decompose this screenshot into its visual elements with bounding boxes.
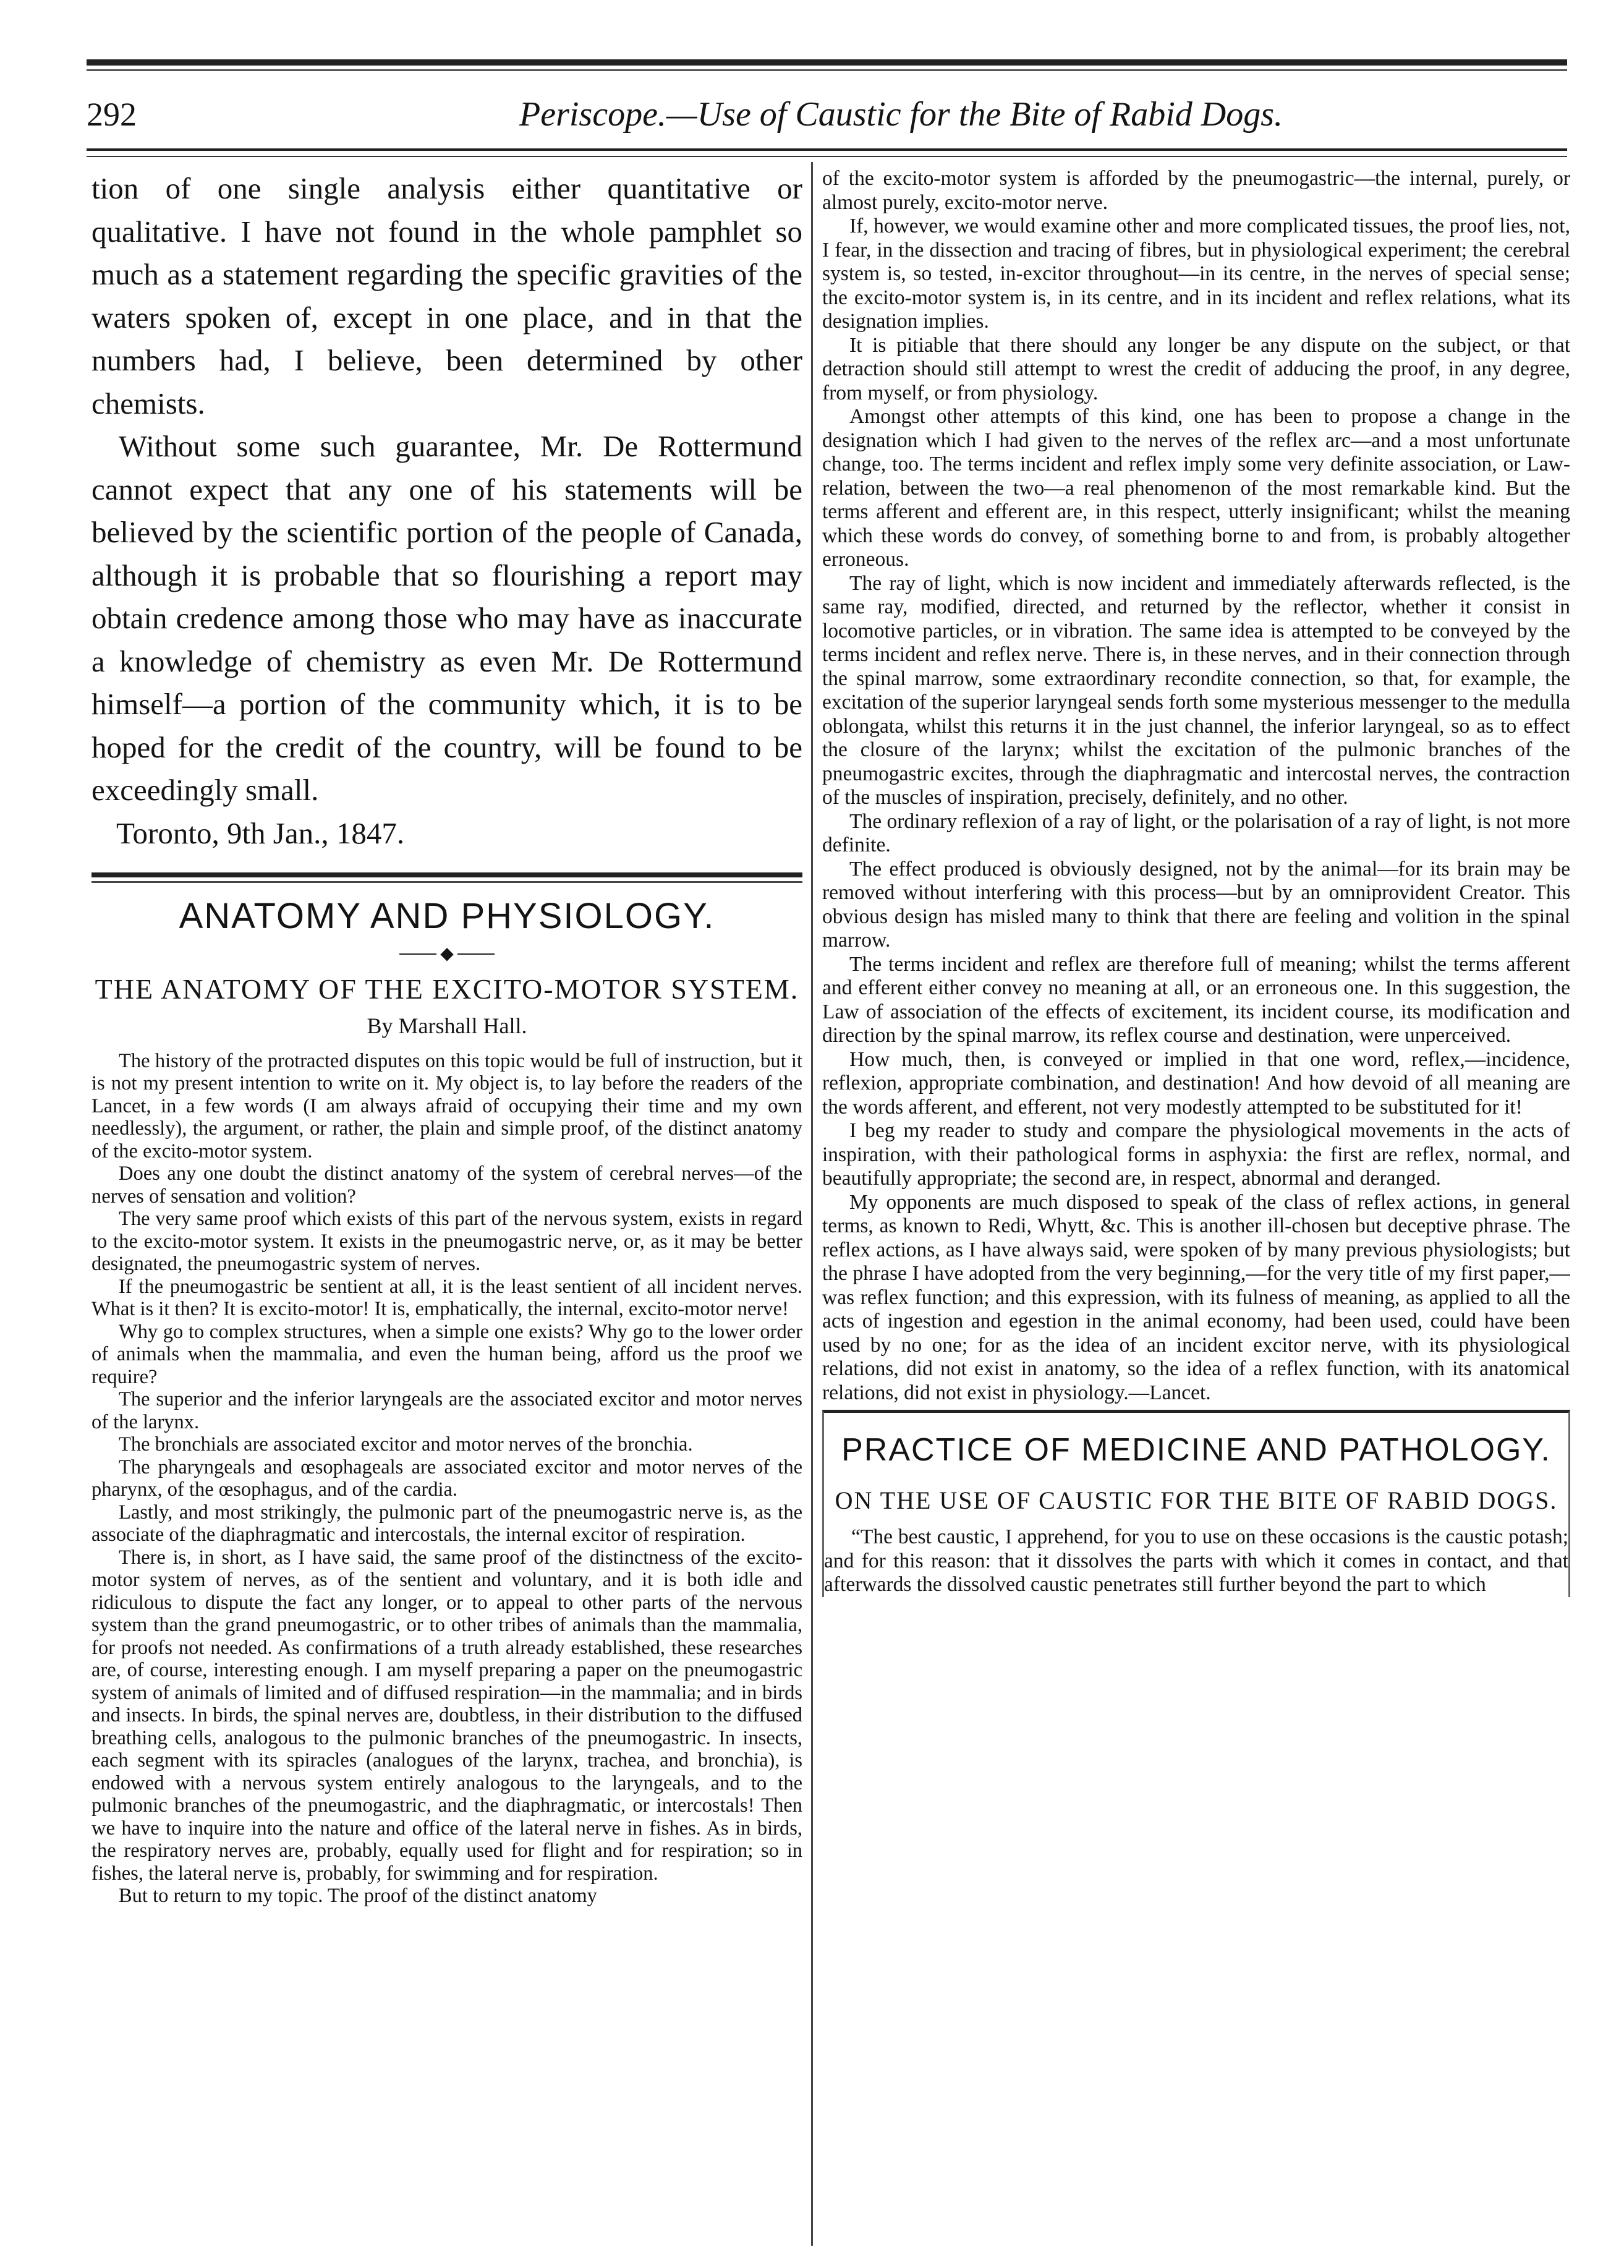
section-rule: [91, 872, 802, 877]
article-paragraph: The pharyngeals and œsophageals are associated excitor and motor nerves of the pharynx, of the œsophagus, and of the cardia.: [91, 1456, 802, 1501]
intro-paragraph: tion of one single analysis either quantitative or qualitative. I have not found in the whole pamphlet so much as a statement regarding the specific gravities of the waters spoken of, except in one place, and in that the numbers had, I believe, been determined by other chemists.: [91, 171, 802, 420]
article-paragraph: The ray of light, which is now incident and immediately afterwards reflected, is the same ray, modified, directed, and returned by the reflector, whether it consist in locomotive particles, or in vibration. The same idea is attempted to be conveyed by the terms incident and reflex nerve. There is, in these nerves, and in their connection through the spinal marrow, some extraordinary recondite connection, so that, for example, the excitation of the superior laryngeal sends forth some mysterious messenger to the medulla oblongata, whilst this returns it in the just channel, the inferior laryngeal, so as to effect the closure of the larynx; whilst the excitation of the pulmonic branches of the pneumogastric excites, through the diaphragmatic and intercostal nerves, the contraction of the muscles of inspiration, precisely, definitely, and no other.: [822, 571, 1570, 809]
header-rule-thin: [87, 156, 1567, 157]
byline: By Marshall Hall.: [367, 1013, 527, 1038]
running-head: Periscope.—Use of Caustic for the Bite of Rabid Dogs.: [519, 95, 1283, 134]
ornament-divider: [91, 945, 802, 963]
article-title: ON THE USE OF CAUSTIC FOR THE BITE OF RABID DOGS.: [835, 1486, 1558, 1514]
article-paragraph: The effect produced is obviously designed, not by the animal—for its brain may be removed without interfering with this process—but by an omniprovident Creator. This obvious design has misled many to think that there are feeling and volition in the spinal marrow.: [822, 857, 1570, 952]
article-paragraph: Lastly, and most strikingly, the pulmonic part of the pneumogastric nerve is, as the associate of the diaphragmatic and intercostals, the internal excitor of respiration.: [91, 1501, 802, 1546]
article-paragraph: It is pitiable that there should any longer be any dispute on the subject, or that detraction should still attempt to wrest the credit of adducing the proof, in any degree, from myself, or from physiology.: [822, 333, 1570, 404]
article-paragraph: The ordinary reflexion of a ray of light, or the polarisation of a ray of light, is not more definite.: [822, 809, 1570, 856]
article-paragraph: My opponents are much disposed to speak of the class of reflex actions, in general terms, as known to Redi, Whytt, &c. This is another ill-chosen but deceptive phrase. The reflex actions, as I have always said, were spoken of by many previous physiologists; but the phrase I have adopted from the very beginning,—for the very title of my first paper,—was reflex function; and this expression, with its fulness of meaning, as applied to all the acts of ingestion and egestion in the animal economy, had been used, could have been used by no one; for as the idea of an incident excitor nerve, with its physiological relations, did not exist in anatomy, so the idea of a reflex function, with its anatomical relations, did not exist in physiology.—Lancet.: [822, 1190, 1570, 1404]
article-paragraph: of the excito-motor system is afforded by the pneumogastric—the internal, purely, or almost purely, excito-motor nerve.: [822, 167, 1570, 214]
article-paragraph: There is, in short, as I have said, the same proof of the distinctness of the excito-motor system of nerves, as of the sentient and voluntary, and it is both idle and ridiculous to dispute the fact any longer, or to appeal to other parts of the nervous system than the grand pneumogastric, or to other tribes of animals than the mammalia, for proofs not needed. As confirmations of a truth already established, these researches are, of course, interesting enough. I am myself preparing a paper on the pneumogastric system of animals of limited and of diffused respiration—in the mammalia; and in birds and insects. In birds, the spinal nerves are, doubtless, in their distribution to the diffused breathing cells, analogous to the pulmonic branches of the pneumogastric. In insects, each segment with its spiracles (analogues of the larynx, trachea, and bronchia), is endowed with a nervous system entirely analogous to the laryngeals, and to the pulmonic branches of the pneumogastric, and the diaphragmatic, or intercostals! Then we have to inquire into the nature and office of the lateral nerve in fishes. As in birds, the respiratory nerves are, probably, equally used for flight and for respiration; so in fishes, the lateral nerve is, probably, for swimming and for respiration.: [91, 1546, 802, 1885]
article-title: THE ANATOMY OF THE EXCITO-MOTOR SYSTEM.: [95, 973, 799, 1005]
left-column: [91, 167, 802, 2251]
article-paragraph: The very same proof which exists of this part of the nervous system, exists in regard to the excito-motor system. It exists in the pneumogastric nerve, or, as it may be better designated, the pneumogastric system of nerves.: [91, 1208, 802, 1275]
article-paragraph: The terms incident and reflex are therefore full of meaning; whilst the terms afferent and efferent either convey no meaning at all, or an erroneous one. In this suggestion, the Law of association of the effects of excitement, its incident course, its modification and direction by the spinal marrow, its reflex course and destination, were unperceived.: [822, 952, 1570, 1047]
ornament-bar: [399, 953, 436, 955]
column-divider: [811, 162, 813, 2246]
article-paragraph: The history of the protracted disputes on this topic would be full of instruction, but it is not my present intention to write on it. My object is, to lay before the readers of the Lancet, in a few words (I am always afraid of occupying their time and my own needlessly), the argument, or rather, the plain and simple proof, of the distinct anatomy of the excito-motor system.: [91, 1049, 802, 1162]
page-header: [87, 87, 1567, 142]
article-paragraph: If, however, we would examine other and more complicated tissues, the proof lies, not, I fear, in the dissection and tracing of fibres, but in physiological experiment; the cerebral system is, so tested, in-excitor throughout—in its centre, in the nerves of special sense; the excito-motor system is, in its centre, and in its incident and reflex relations, what its designation implies.: [822, 215, 1570, 333]
page-number: 292: [87, 96, 137, 133]
top-rule: [87, 59, 1567, 66]
section-rule-thin: [91, 881, 802, 883]
intro-paragraph: Without some such guarantee, Mr. De Rottermund cannot expect that any one of his statements will be believed by the scientific portion of the people of Canada, although it is probable that so flourishing a report may obtain credence among those who may have as inaccurate a knowledge of chemistry as even Mr. De Rottermund himself—a portion of the community which, it is to be hoped for the credit of the country, will be found to be exceedingly small.: [91, 429, 802, 807]
article-paragraph: “The best caustic, I apprehend, for you to use on these occasions is the caustic potash; and for this reason: that it dissolves the parts with which it comes in contact, and that afterwards the dissolved caustic penetrates still further beyond the part to which: [824, 1525, 1568, 1596]
ornament-bar: [457, 953, 495, 955]
article-paragraph: The bronchials are associated excitor and motor nerves of the bronchia.: [119, 1433, 693, 1456]
article-paragraph: If the pneumogastric be sentient at all, it is the least sentient of all incident nerves. What is it then? It is excito-motor! It is, emphatically, the internal, excito-motor nerve!: [91, 1275, 802, 1320]
article-paragraph: The superior and the inferior laryngeals are the associated excitor and motor nerves of the larynx.: [91, 1388, 802, 1433]
practice-section: [822, 1410, 1570, 1597]
section-heading: ANATOMY AND PHYSIOLOGY.: [179, 895, 715, 936]
signoff: Toronto, 9th Jan., 1847.: [116, 816, 405, 850]
top-rule-thin: [87, 69, 1567, 71]
article-paragraph: Does any one doubt the distinct anatomy of the system of cerebral nerves—of the nerves of sensation and volition?: [91, 1162, 802, 1208]
ornament-diamond-icon: ◆: [440, 944, 454, 963]
section-heading: PRACTICE OF MEDICINE AND PATHOLOGY.: [841, 1432, 1551, 1468]
article-paragraph: Amongst other attempts of this kind, one has been to propose a change in the designation which I had given to the nerves of the reflex arc—and a most unfortunate change, too. The terms incident and reflex imply some very definite association, or Law-relation, between the two—a real phenomenon of the most remarkable kind. But the terms afferent and efferent are, in this respect, utterly insignificant; whilst the meaning which these words do convey, of something borne to and from, is probably altogether erroneous.: [822, 405, 1570, 571]
article-paragraph: I beg my reader to study and compare the physiological movements in the acts of inspiration, with their pathological forms in asphyxia: the first are reflex, normal, and beautifully appropriate; the second are, in respect, abnormal and deranged.: [822, 1119, 1570, 1190]
header-rule: [87, 148, 1567, 151]
article-paragraph: But to return to my topic. The proof of the distinct anatomy: [119, 1885, 597, 1907]
article-paragraph: Why go to complex structures, when a simple one exists? Why go to the lower order of animals when the mammalia, and even the human being, afford us the proof we require?: [91, 1320, 802, 1388]
right-column: [822, 167, 1570, 2251]
article-paragraph: How much, then, is conveyed or implied in that one word, reflex,—incidence, reflexion, appropriate combination, and destination! And how devoid of all meaning are the words afferent, and efferent, not very modestly attempted to be substituted for it!: [822, 1047, 1570, 1119]
